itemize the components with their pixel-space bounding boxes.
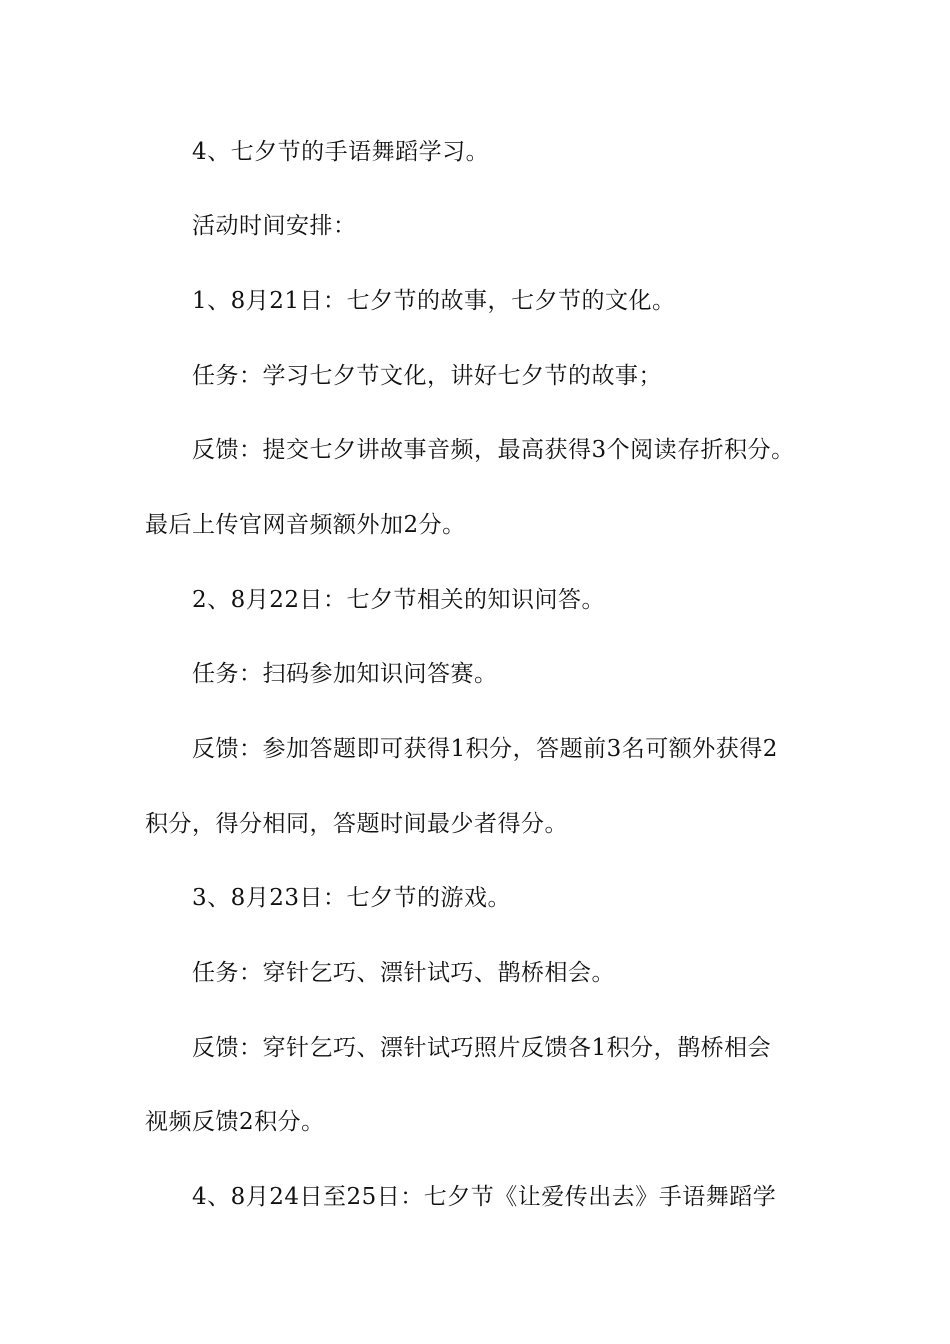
paragraph-line: 4、七夕节的手语舞蹈学习。 (192, 139, 490, 165)
paragraph-line: 积分，得分相同，答题时间最少者得分。 (145, 811, 568, 837)
paragraph-line: 反馈：穿针乞巧、漂针试巧照片反馈各1积分，鹊桥相会 (192, 1035, 772, 1061)
paragraph-line: 3、8月23日：七夕节的游戏。 (192, 885, 512, 911)
paragraph-line: 反馈：提交七夕讲故事音频，最高获得3个阅读存折积分。 (192, 437, 795, 463)
paragraph-line: 1、8月21日：七夕节的故事，七夕节的文化。 (192, 288, 676, 314)
paragraph-line: 最后上传官网音频额外加2分。 (145, 512, 466, 538)
paragraph-line: 视频反馈2积分。 (145, 1109, 325, 1135)
paragraph-line: 4、8月24日至25日：七夕节《让爱传出去》手语舞蹈学 (192, 1184, 777, 1210)
paragraph-line: 反馈：参加答题即可获得1积分，答题前3名可额外获得2 (192, 736, 778, 762)
paragraph-line: 任务：穿针乞巧、漂针试巧、鹊桥相会。 (192, 960, 615, 986)
paragraph-line: 活动时间安排： (192, 213, 357, 239)
paragraph-line: 任务：学习七夕节文化，讲好七夕节的故事； (192, 363, 662, 389)
paragraph-line: 任务：扫码参加知识问答赛。 (192, 661, 498, 687)
paragraph-line: 2、8月22日：七夕节相关的知识问答。 (192, 587, 606, 613)
